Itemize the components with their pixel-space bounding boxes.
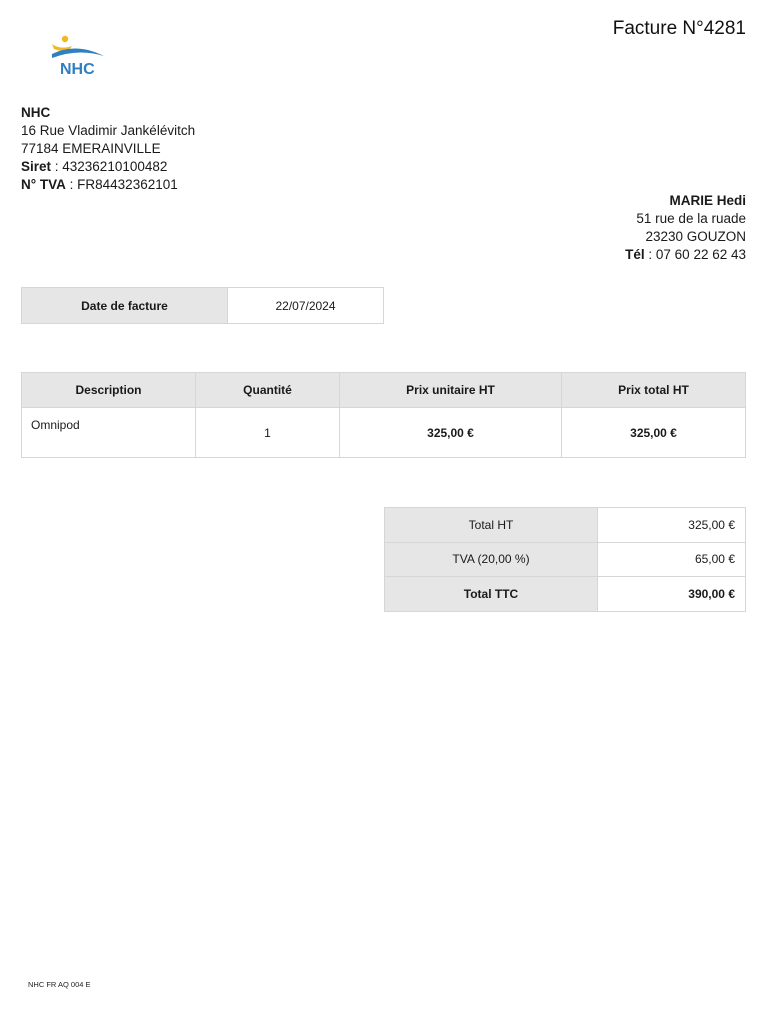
client-address-line2: 23230 GOUZON [645, 229, 746, 244]
tel-value: : 07 60 22 62 43 [644, 247, 746, 262]
header-description: Description [22, 373, 196, 408]
invoice-date-table [21, 287, 384, 324]
total-ttc-label: Total TTC [385, 577, 598, 612]
siret-value: : 43236210100482 [51, 159, 168, 174]
siret-label: Siret [21, 159, 52, 174]
header-quantity: Quantité [196, 373, 340, 408]
client-block [625, 192, 746, 264]
items-table [21, 372, 746, 458]
tel-label: Tél [625, 247, 645, 262]
item-unit-price: 325,00 € [340, 408, 562, 458]
nhc-logo-icon [46, 34, 108, 80]
company-block [21, 104, 195, 194]
invoice-date-value: 22/07/2024 [228, 288, 384, 324]
client-name: MARIE Hedi [669, 193, 746, 208]
company-address-line1: 16 Rue Vladimir Jankélévitch [21, 123, 196, 138]
total-ht-value: 325,00 € [598, 508, 746, 543]
total-ttc-value: 390,00 € [598, 577, 746, 612]
tva-number-label: N° TVA [21, 177, 66, 192]
item-description: Omnipod [22, 408, 196, 458]
tva-label: TVA (20,00 %) [385, 542, 598, 577]
invoice-date-label: Date de facture [22, 288, 228, 324]
tva-number-value: : FR84432362101 [65, 177, 178, 192]
nhc-logo [46, 34, 108, 80]
table-row [22, 408, 746, 458]
company-name: NHC [21, 105, 51, 120]
total-ht-label: Total HT [385, 508, 598, 543]
invoice-title: Facture N°4281 [612, 18, 746, 39]
client-address-line1: 51 rue de la ruade [636, 211, 746, 226]
company-address-line2: 77184 EMERAINVILLE [21, 141, 161, 156]
header-unit-price: Prix unitaire HT [340, 373, 562, 408]
footer-reference: NHC FR AQ 004 E [28, 980, 91, 989]
tva-value: 65,00 € [598, 542, 746, 577]
logo-text: NHC [60, 61, 95, 78]
item-quantity: 1 [196, 408, 340, 458]
header-total-price: Prix total HT [562, 373, 746, 408]
item-total: 325,00 € [562, 408, 746, 458]
totals-table [384, 507, 746, 612]
